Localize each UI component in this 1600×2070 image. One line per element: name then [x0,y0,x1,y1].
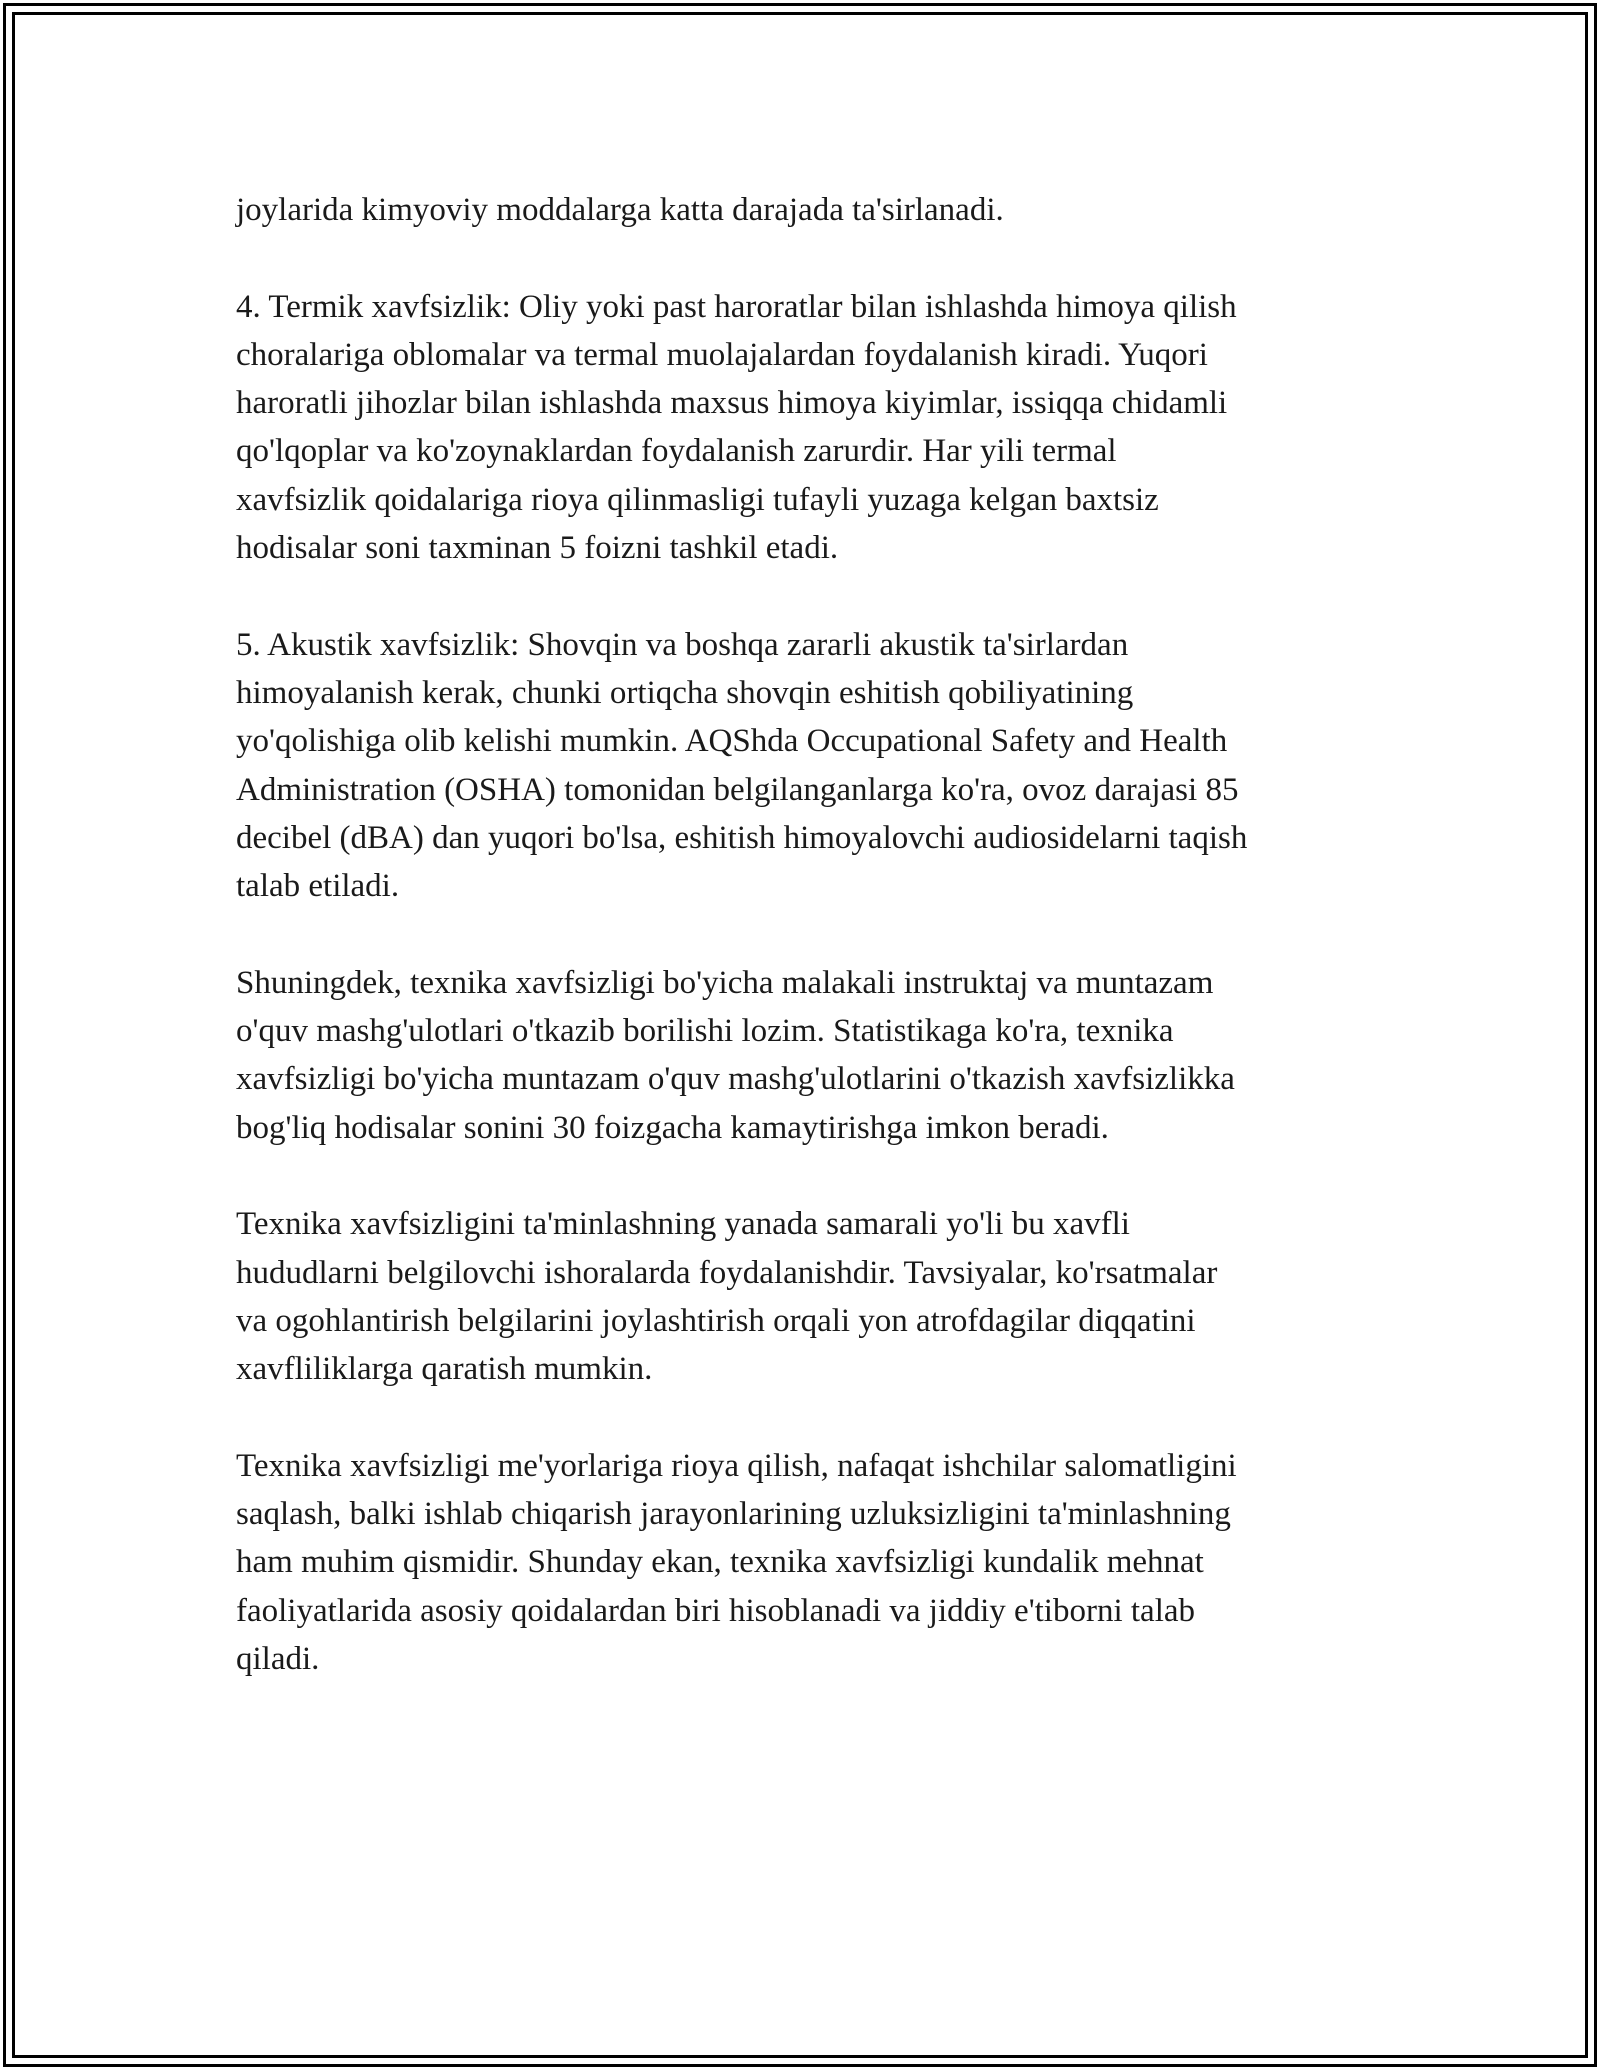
document-body [236,186,1386,1683]
text-line: hududlarni belgilovchi ishoralarda foydalanishdir. Tavsiyalar, ko'rsatmalar [236,1254,1218,1291]
text-line: hodisalar soni taxminan 5 foizni tashkil etadi. [236,530,839,567]
text-line: himoyalanish kerak, chunki ortiqcha shovqin eshitish qobiliyatining [236,674,1134,711]
text-line: ham muhim qismidir. Shunday ekan, texnika xavfsizligi kundalik mehnat [236,1544,1204,1581]
text-line: Administration (OSHA) tomonidan belgilanganlarga ko'ra, ovoz darajasi 85 [236,771,1239,808]
paragraph-thermal-safety [236,283,1386,573]
text-line: bog'liq hodisalar sonini 30 foizgacha kamaytirishga imkon beradi. [236,1109,1109,1146]
text-line: xavfliliklarga qaratish mumkin. [236,1351,653,1388]
text-line: saqlash, balki ishlab chiqarish jarayonlarining uzluksizligini ta'minlashning [236,1496,1231,1533]
text-line: yo'qolishiga olib kelishi mumkin. AQShda Occupational Safety and Health [236,723,1228,760]
text-line: xavfsizligi bo'yicha muntazam o'quv mashg'ulotlarini o'tkazish xavfsizlikka [236,1061,1235,1098]
paragraph-training [236,959,1386,1152]
text-line: qiladi. [236,1640,320,1677]
text-line: joylarida kimyoviy moddalarga katta darajada ta'sirlanadi. [236,192,1004,228]
text-line: Shuningdek, texnika xavfsizligi bo'yicha malakali instruktaj va muntazam [236,964,1214,1001]
paragraph-chemical-continuation [236,186,1386,234]
text-line: 4. Termik xavfsizlik: Oliy yoki past haroratlar bilan ishlashda himoya qilish [236,288,1237,325]
paragraph-acoustic-safety [236,621,1386,911]
paragraph-conclusion [236,1442,1386,1683]
text-line: decibel (dBA) dan yuqori bo'lsa, eshitish himoyalovchi audiosidelarni taqish [236,819,1248,856]
text-line: haroratli jihozlar bilan ishlashda maxsus himoya kiyimlar, issiqqa chidamli [236,385,1228,422]
text-line: va ogohlantirish belgilarini joylashtirish orqali yon atrofdagilar diqqatini [236,1302,1196,1339]
paragraph-warning-signs [236,1200,1386,1393]
text-line: choralariga oblomalar va termal muolajalardan foydalanish kiradi. Yuqori [236,336,1208,373]
text-line: Texnika xavfsizligi me'yorlariga rioya qilish, nafaqat ishchilar salomatligini [236,1447,1237,1484]
text-line: talab etiladi. [236,868,400,905]
text-line: o'quv mashg'ulotlari o'tkazib borilishi lozim. Statistikaga ko'ra, texnika [236,1013,1174,1050]
text-line: 5. Akustik xavfsizlik: Shovqin va boshqa zararli akustik ta'sirlardan [236,626,1129,663]
text-line: faoliyatlarida asosiy qoidalardan biri hisoblanadi va jiddiy e'tiborni talab [236,1592,1196,1629]
text-line: xavfsizlik qoidalariga rioya qilinmasligi tufayli yuzaga kelgan baxtsiz [236,481,1159,518]
text-line: Texnika xavfsizligini ta'minlashning yanada samarali yo'li bu xavfli [236,1206,1130,1243]
text-line: qo'lqoplar va ko'zoynaklardan foydalanish zarurdir. Har yili termal [236,433,1117,470]
